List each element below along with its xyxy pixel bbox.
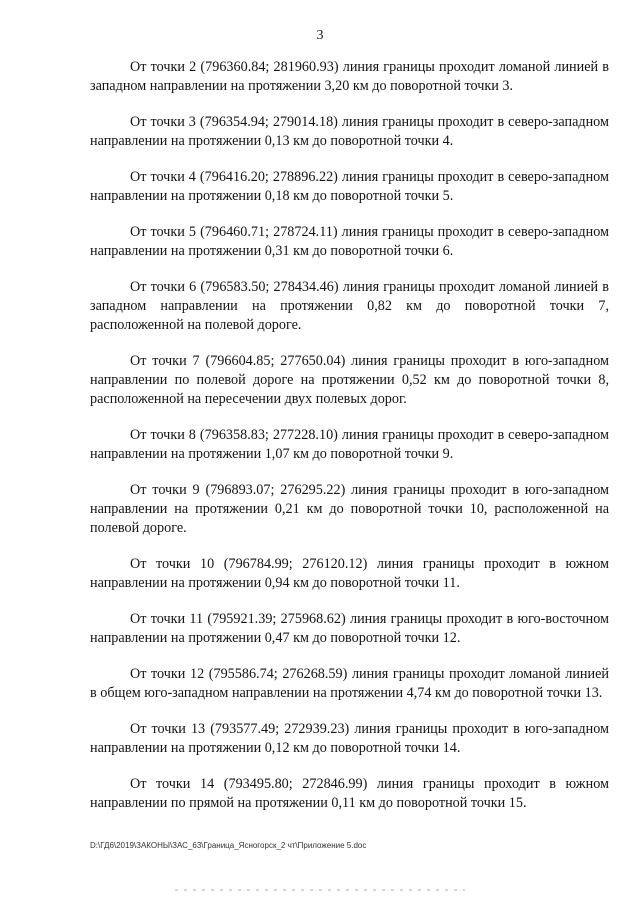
paragraph-point-12: От точки 12 (795586.74; 276268.59) линия границы проходит ломаной линией в общем юго-западном направлении на протяжении 4,74 км до поворотной точки 13.: [90, 666, 609, 701]
paragraph-point-10: От точки 10 (796784.99; 276120.12) линия границы проходит в южном направлении на протяжении 0,94 км до поворотной точки 11.: [90, 556, 609, 591]
document-body: [90, 58, 609, 830]
paragraph-point-6: От точки 6 (796583.50; 278434.46) линия границы проходит ломаной линией в западном направлении на протяжении 0,82 км до поворотной точки 7, расположенной на полевой дороге.: [90, 279, 609, 333]
paragraph-point-7: От точки 7 (796604.85; 277650.04) линия границы проходит в юго-западном направлении по полевой дороге на протяжении 0,52 км до поворотной точки 8, расположенной на пересечении двух полевых дорог.: [90, 353, 609, 407]
paragraph-point-9: От точки 9 (796893.07; 276295.22) линия границы проходит в юго-западном направлении на протяжении 0,21 км до поворотной точки 10, расположенной на полевой дороге.: [90, 482, 609, 536]
page-number: 3: [316, 28, 324, 43]
paragraph-point-14: От точки 14 (793495.80; 272846.99) линия границы проходит в южном направлении по прямой на протяжении 0,11 км до поворотной точки 15.: [90, 776, 609, 811]
paragraph-point-3: От точки 3 (796354.94; 279014.18) линия границы проходит в северо-западном направлении на протяжении 0,13 км до поворотной точки 4.: [90, 114, 609, 149]
paragraph-point-2: От точки 2 (796360.84; 281960.93) линия границы проходит ломаной линией в западном направлении на протяжении 3,20 км до поворотной точки 3.: [90, 59, 609, 94]
footer-file-path: D:\ГД6\2019\ЗАКОНЫ\ЗАС_63\Граница_Ясногорск_2 чт\Приложение 5.doc: [90, 841, 367, 850]
paragraph-point-13: От точки 13 (793577.49; 272939.23) линия границы проходит в юго-западном направлении на протяжении 0,12 км до поворотной точки 14.: [90, 721, 609, 756]
paragraph-point-11: От точки 11 (795921.39; 275968.62) линия границы проходит в юго-восточном направлении на протяжении 0,47 км до поворотной точки 12.: [90, 611, 609, 646]
paragraph-point-8: От точки 8 (796358.83; 277228.10) линия границы проходит в северо-западном направлении на протяжении 1,07 км до поворотной точки 9.: [90, 427, 609, 462]
paragraph-point-4: От точки 4 (796416.20; 278896.22) линия границы проходит в северо-западном направлении на протяжении 0,18 км до поворотной точки 5.: [90, 169, 609, 204]
scan-artifact-line: [175, 889, 465, 891]
paragraph-point-5: От точки 5 (796460.71; 278724.11) линия границы проходит в северо-западном направлении на протяжении 0,31 км до поворотной точки 6.: [90, 224, 609, 259]
